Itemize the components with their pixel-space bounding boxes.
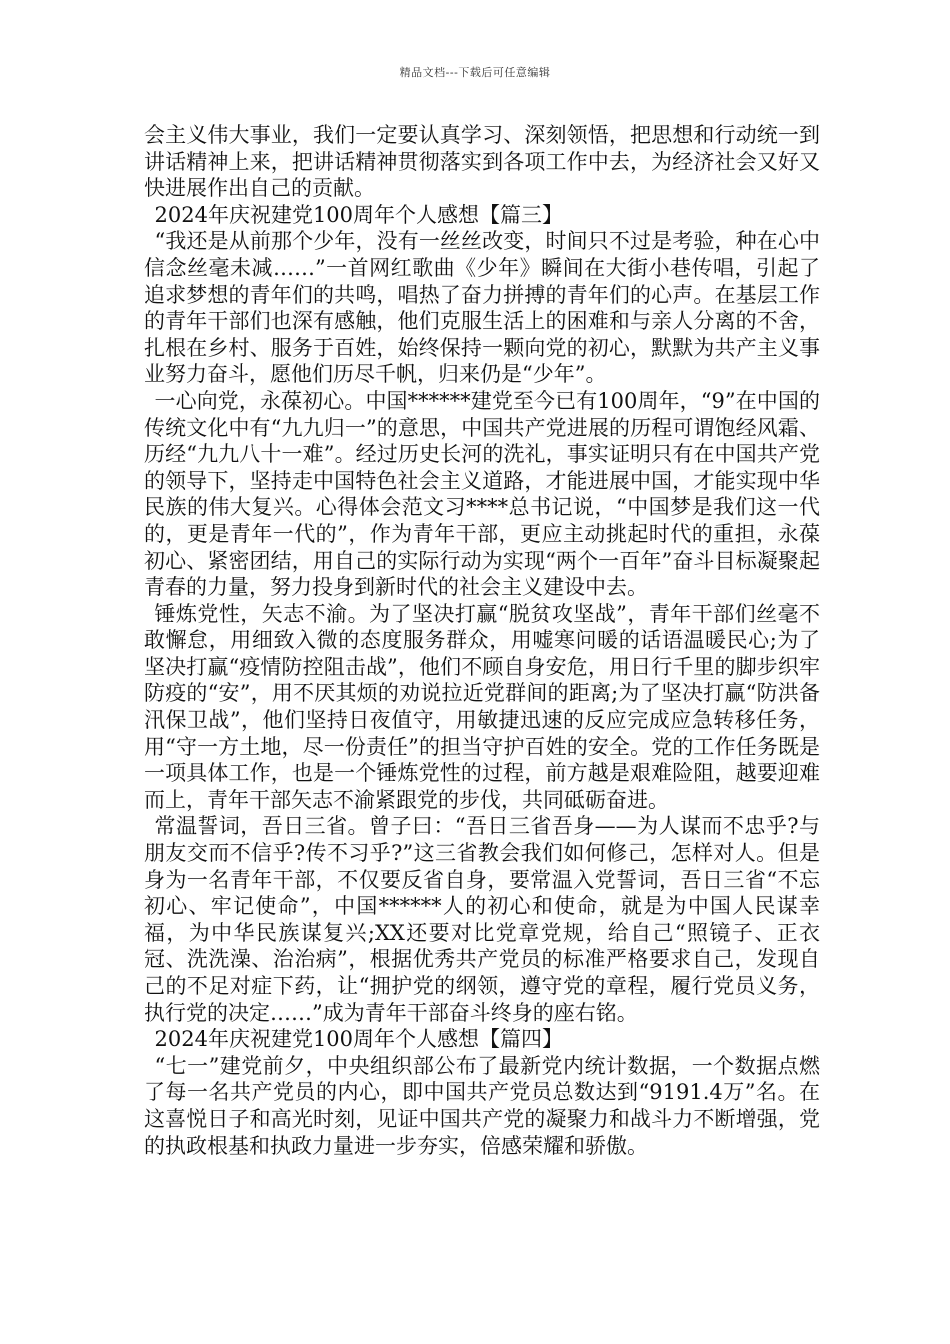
- paragraph: “七一”建党前夕，中央组织部公布了最新党内统计数据，一个数据点燃了每一名共产党员的内心，即中国共产党员总数达到“9191.4万”名。在这喜悦日子和高光时刻，见证中国共产党的凝聚力和战斗力不断增强，党的执政根基和执政力量进一步夯实，倍感荣耀和骄傲。: [144, 1053, 820, 1158]
- paragraph: 锤炼党性，矢志不渝。为了坚决打赢“脱贫攻坚战”，青年干部们丝毫不敢懈怠，用细致入微的态度服务群众，用嘘寒问暖的话语温暖民心;为了坚决打赢“疫情防控阻击战”，他们不顾自身安危，用日行千里的脚步织牢防疫的“安”，用不厌其烦的劝说拉近党群间的距离;为了坚决打赢“防洪备汛保卫战”，他们坚持日夜值守，用敏捷迅速的反应完成应急转移任务，用“守一方土地，尽一份责任”的担当守护百姓的安全。党的工作任务既是一项具体工作，也是一个锤炼党性的过程，前方越是艰难险阻，越要迎难而上，青年干部矢志不渝紧跟党的步伐，共同砥砺奋进。: [144, 601, 820, 812]
- paragraph: 一心向党，永葆初心。中国******建党至今已有100周年，“9”在中国的传统文化中有“九九归一”的意思，中国共产党进展的历程可谓饱经风霜、历经“九九八十一难”。经过历史长河的洗礼，事实证明只有在中国共产党的领导下，坚持走中国特色社会主义道路，才能进展中国，才能实现中华民族的伟大复兴。心得体会范文习****总书记说，“中国梦是我们这一代的，更是青年一代的”，作为青年干部，更应主动挑起时代的重担，永葆初心、紧密团结，用自己的实际行动为实现“两个一百年”奋斗目标凝聚起青春的力量，努力投身到新时代的社会主义建设中去。: [144, 388, 820, 600]
- paragraph: 常温誓词，吾日三省。曾子曰：“吾日三省吾身——为人谋而不忠乎?与朋友交而不信乎?传不习乎?”这三省教会我们如何修己，怎样对人。但是身为一名青年干部，不仅要反省自身，要常温入党誓词，吾日三省“不忘初心、牢记使命”，中国******人的初心和使命，就是为中国人民谋幸福，为中华民族谋复兴;XX还要对比党章党规，给自己“照镜子、正衣冠、洗洗澡、治治病”，根据优秀共产党员的标准严格要求自己，发现自己的不足对症下药，让“拥护党的纲领，遵守党的章程，履行党员义务，执行党的决定……”成为青年干部奋斗终身的座右铭。: [144, 814, 820, 1025]
- paragraph-continuation: 会主义伟大事业，我们一定要认真学习、深刻领悟，把思想和行动统一到讲话精神上来，把讲话精神贯彻落实到各项工作中去，为经济社会又好又快进展作出自己的贡献。: [144, 123, 820, 201]
- paragraph: “我还是从前那个少年，没有一丝丝改变，时间只不过是考验，种在心中信念丝毫未减……”一首网红歌曲《少年》瞬间在大街小巷传唱，引起了追求梦想的青年们的共鸣，唱热了奋力拼搏的青年们的心声。在基层工作的青年干部们也深有感触，他们克服生活上的困难和与亲人分离的不舍，扎根在乡村、服务于百姓，始终保持一颗向党的初心，默默为共产主义事业努力奋斗，愿他们历尽千帆，归来仍是“少年”。: [144, 229, 820, 387]
- section-heading-part-four: 2024年庆祝建党100周年个人感想【篇四】: [154, 1027, 564, 1052]
- section-heading-part-three: 2024年庆祝建党100周年个人感想【篇三】: [154, 202, 564, 227]
- document-body: [144, 122, 820, 1159]
- page-header: 精品文档---下载后可任意编辑: [399, 66, 551, 79]
